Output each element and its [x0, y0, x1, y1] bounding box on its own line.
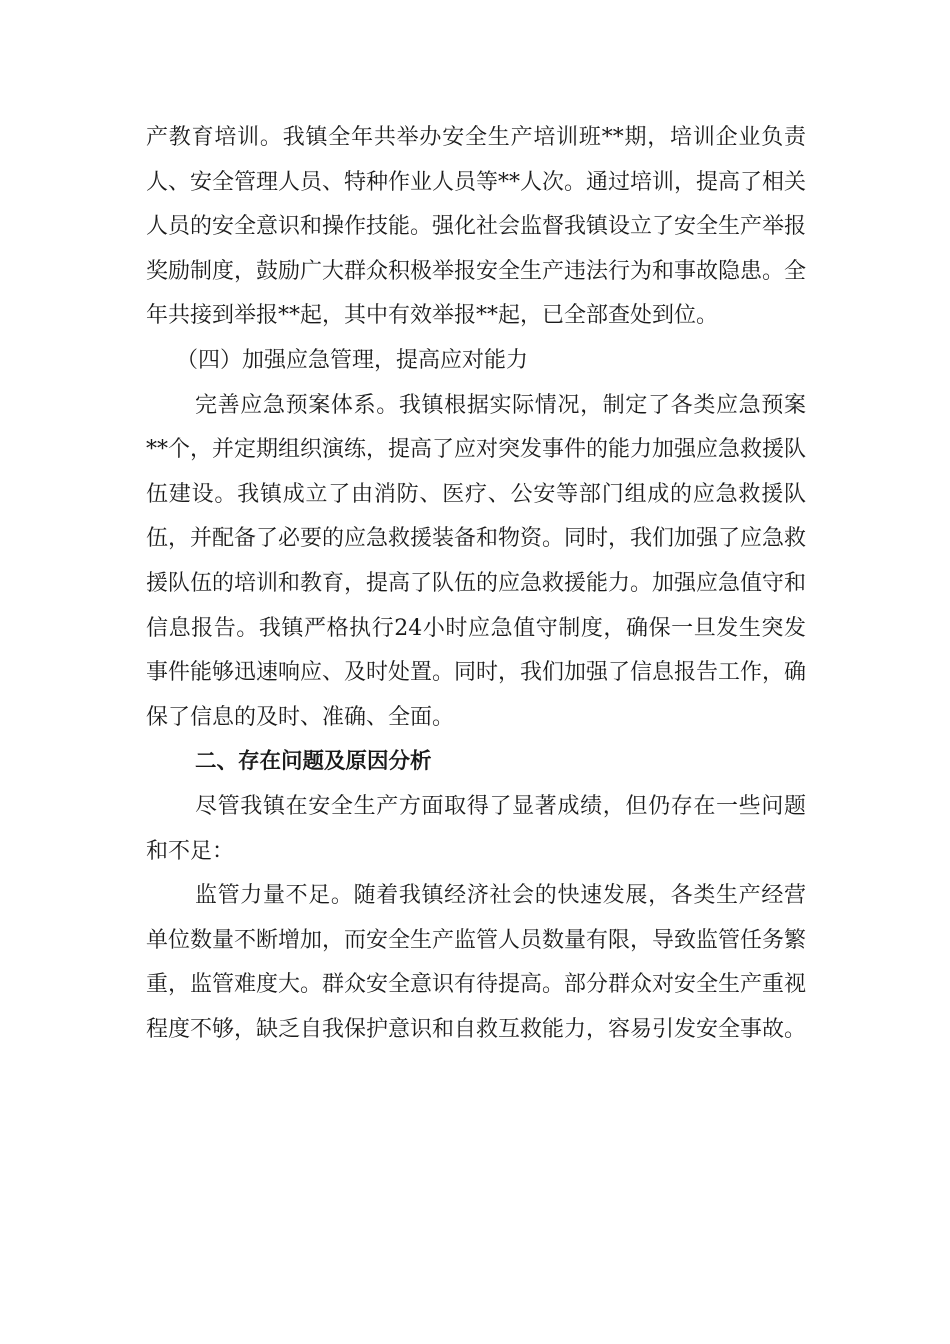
paragraph-emergency-plans: 完善应急预案体系。我镇根据实际情况，制定了各类应急预案**个，并定期组织演练，提高了应对突发事件的能力加强应急救援队伍建设。我镇成立了由消防、医疗、公安等部门组成的应急救援队伍，并配备了必要的应急救援装备和物资。同时，我们加强了应急救援队伍的培训和教育，提高了队伍的应急救援能力。加强应急值守和信息报告。我镇严格执行24小时应急值守制度，确保一旦发生突发事件能够迅速响应、及时处置。同时，我们加强了信息报告工作，确保了信息的及时、准确、全面。: [146, 392, 807, 730]
paragraph-supervision-shortage: 监管力量不足。随着我镇经济社会的快速发展，各类生产经营单位数量不断增加，而安全生产监管人员数量有限，导致监管任务繁重，监管难度大。群众安全意识有待提高。部分群众对安全生产重视程度不够，缺乏自我保护意识和自救互救能力，容易引发安全事故。: [146, 883, 807, 1042]
document-page: [146, 116, 806, 1052]
paragraph-training-supervision: 产教育培训。我镇全年共举办安全生产培训班**期，培训企业负责人、安全管理人员、特种作业人员等**人次。通过培训，提高了相关人员的安全意识和操作技能。强化社会监督我镇设立了安全生产举报奖励制度，鼓励广大群众积极举报安全生产违法行为和事故隐患。全年共接到举报**起，其中有效举报**起，已全部查处到位。: [146, 125, 807, 329]
paragraph-problems-intro: 尽管我镇在安全生产方面取得了显著成绩，但仍存在一些问题和不足：: [146, 793, 806, 864]
heading-problems-analysis: 二、存在问题及原因分析: [195, 749, 432, 775]
subheading-emergency-management: （四）加强应急管理，提高应对能力: [176, 347, 529, 373]
